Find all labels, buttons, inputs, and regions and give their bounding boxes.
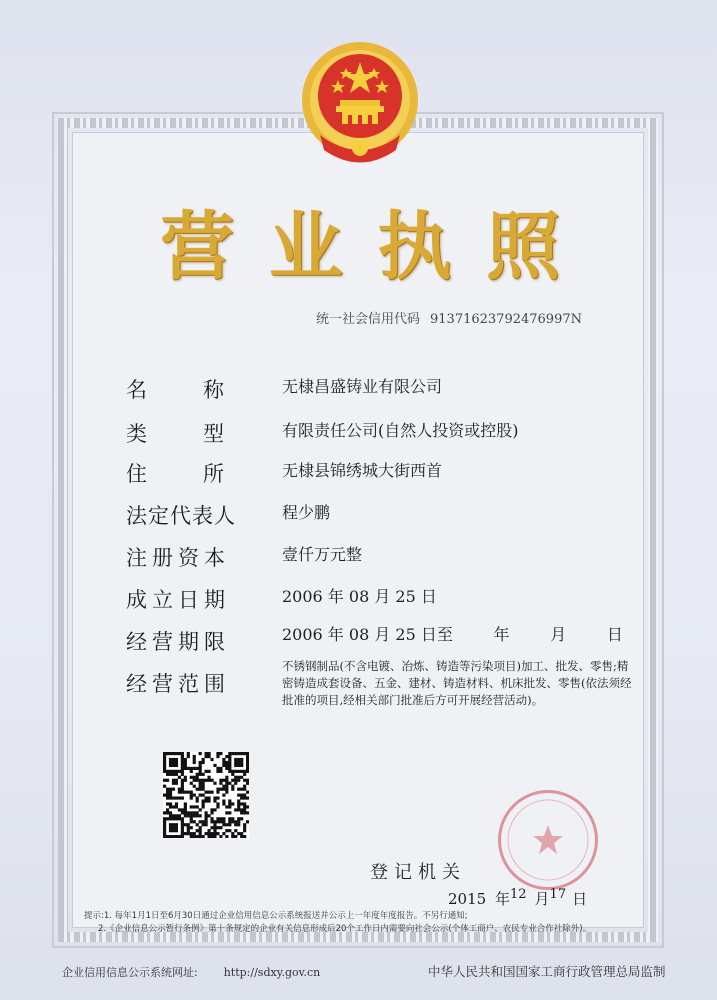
reg-year-unit: 年 [494,890,510,908]
field-label-scope: 经营范围 [126,672,230,696]
field-value-scope: 不锈钢制品(不含电镀、冶炼、铸造等污染项目)加工、批发、零售;精密铸造成套设备、五金、建材、铸造材料、机床批发、零售(依法须经批准的项目,经相关部门批准后方可开展经营活动)。 [282,659,632,707]
footer-system-label: 企业信用信息公示系统网址: [62,966,198,979]
field-label-name: 名 称 [126,378,224,402]
field-label-address: 住 所 [126,462,224,486]
credit-code-value: 91371623792476997N [430,312,582,327]
field-value-name: 无棣昌盛铸业有限公司 [282,377,443,396]
field-label-capital: 注册资本 [126,546,230,570]
notice-line-1: 提示:1. 每年1月1日至6月30日通过企业信用信息公示系统报送并公示上一年度年度报告。不另行通知; [84,911,468,921]
registrar-label: 登记机关 [370,862,466,883]
reg-day-unit: 日 [572,890,588,908]
credit-code-label: 统一社会信用代码 [316,312,421,327]
reg-year: 2015 [448,890,487,908]
title-char: 执 [377,204,452,290]
notice-line-2: 2.《企业信息公示暂行条例》第十条规定的企业有关信息形成后20个工作日内需要向社会公示(个体工商户、农民专业合作社除外)。 [98,924,592,934]
footer-system-url [62,964,320,980]
registration-date [448,888,587,909]
title-char: 业 [268,204,343,290]
field-label-type: 类 型 [126,422,224,446]
credit-code [316,308,582,327]
notice-text [84,910,644,936]
qr-code-icon [163,752,249,838]
title-char: 营 [160,204,234,290]
national-emblem-icon [298,40,422,170]
field-value-established: 2006 年 08 月 25 日 [282,587,437,606]
title-char: 照 [485,204,560,290]
field-label-term: 经营期限 [126,630,230,654]
field-value-capital: 壹仟万元整 [282,545,363,564]
field-label-legal-rep: 法定代表人 [126,504,236,528]
reg-month-unit: 月 [534,890,550,908]
field-label-established: 成立日期 [126,588,230,612]
footer-supervisor: 中华人民共和国国家工商行政管理总局监制 [428,964,666,979]
reg-day: 17 [549,887,567,902]
field-value-address: 无棣县锦绣城大街西首 [282,461,443,480]
field-value-legal-rep: 程少鹏 [282,503,331,522]
reg-month: 12 [509,887,527,902]
license-title [160,196,560,290]
field-value-type: 有限责任公司(自然人投资或控股) [282,421,519,440]
official-seal-icon [498,790,598,890]
field-value-term: 2006 年 08 月 25 日至 年 月 日 [282,625,623,644]
footer-url-link[interactable]: http://sdxy.gov.cn [223,966,321,979]
